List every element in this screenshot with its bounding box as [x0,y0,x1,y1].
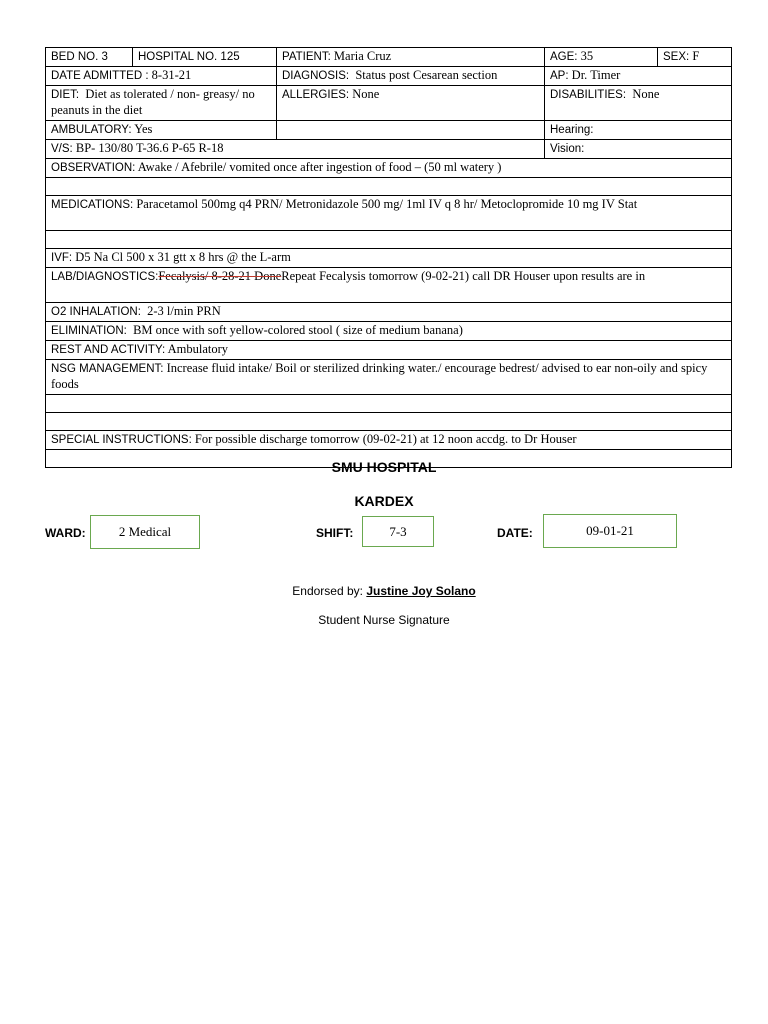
special-instructions-value: For possible discharge tomorrow (09-02-21) at 12 noon accdg. to Dr Houser [194,432,577,446]
bed-cell [46,48,133,67]
observation-cell [46,159,732,178]
blank-row [46,395,732,413]
age-value: 35 [580,49,594,63]
elimination-label: ELIMINATION: [51,325,127,337]
hospital-no-label: HOSPITAL NO. 125 [138,51,240,63]
hearing-cell [545,121,732,140]
date-admitted-value: 8-31-21 [151,68,192,82]
nsg-value: Increase fluid intake/ Boil or sterilized drinking water./ encourage bedrest/ advised to ear non-oily and spicy foods [51,361,708,391]
o2-label: O2 INHALATION: [51,306,141,318]
endorser-name: Justine Joy Solano [366,584,476,598]
age-label: AGE: [550,51,578,63]
kardex-table [45,47,732,468]
ap-cell [545,67,732,86]
hospital-no-cell [133,48,277,67]
nsg-label: NSG MANAGEMENT: [51,363,164,375]
allergies-label: ALLERGIES: [282,89,350,101]
vs-cell [46,140,545,159]
vision-label: Vision: [550,143,585,155]
diagnosis-value: Status post Cesarean section [355,68,498,82]
elimination-cell [46,322,732,341]
allergies-cell [277,86,545,121]
allergies-value: None [352,87,380,101]
ambulatory-cell [46,121,277,140]
ap-label: AP: [550,70,569,82]
ivf-cell [46,249,732,268]
hospital-heading: SMU HOSPITAL [331,459,437,475]
bed-label: BED NO. 3 [51,51,108,63]
lab-struck-value: Fecalysis/ 8-28-21 Done [158,269,282,283]
disabilities-label: DISABILITIES: [550,89,627,101]
rest-value: Ambulatory [167,342,229,356]
diet-value: Diet as tolerated / non- greasy/ no peanuts in the diet [51,87,255,117]
o2-value: 2-3 l/min PRN [147,304,221,318]
medications-value: Paracetamol 500mg q4 PRN/ Metronidazole 500 mg/ 1ml IV q 8 hr/ Metoclopromide 10 mg IV Stat [136,197,638,211]
diet-cell [46,86,277,121]
date-field[interactable]: 09-01-21 [543,514,677,548]
vs-label: V/S: [51,143,73,155]
date-admitted-cell [46,67,277,86]
shift-field[interactable]: 7-3 [362,516,434,547]
observation-value: Awake / Afebrile/ vomited once after ingestion of food – (50 ml watery ) [137,160,502,174]
ap-value: Dr. Timer [571,68,621,82]
blank-row [46,178,732,196]
kardex-heading: KARDEX [354,493,414,509]
o2-cell [46,303,732,322]
hearing-label: Hearing: [550,124,594,136]
observation-label: OBSERVATION: [51,162,136,174]
signature-caption: Student Nurse Signature [318,613,450,627]
ivf-value: D5 Na Cl 500 x 31 gtt x 8 hrs @ the L-arm [75,250,291,264]
sex-label: SEX: [663,51,690,63]
ward-field[interactable]: 2 Medical [90,515,200,549]
shift-label: SHIFT: [316,526,354,540]
date-label: DATE: [497,526,533,540]
ambulatory-label: AMBULATORY: [51,124,132,136]
ambulatory-value: Yes [134,122,153,136]
lab-cell [46,268,732,303]
endorsed-by [0,584,768,598]
lab-label: LAB/DIAGNOSTICS: [51,271,159,283]
rest-cell [46,341,732,360]
vs-value: BP- 130/80 T-36.6 P-65 R-18 [75,141,224,155]
patient-label: PATIENT: [282,51,331,63]
medications-label: MEDICATIONS: [51,199,134,211]
patient-value: Maria Cruz [333,49,392,63]
ward-label: WARD: [45,526,86,540]
empty-cell [277,121,545,140]
medications-cell [46,196,732,231]
vision-cell [545,140,732,159]
rest-label: REST AND ACTIVITY: [51,344,166,356]
disabilities-cell [545,86,732,121]
sex-cell [658,48,732,67]
endorsed-label: Endorsed by: [292,584,363,598]
elimination-value: BM once with soft yellow-colored stool ( size of medium banana) [133,323,463,337]
disabilities-value: None [632,87,660,101]
lab-value: Repeat Fecalysis tomorrow (9-02-21) call DR Houser upon results are in [281,269,646,283]
blank-row [46,231,732,249]
blank-row [46,413,732,431]
ivf-label: IVF: [51,252,73,264]
nsg-cell [46,360,732,395]
age-cell [545,48,658,67]
date-admitted-label: DATE ADMITTED : [51,70,149,82]
sex-value: F [692,49,700,63]
diagnosis-cell [277,67,545,86]
special-instructions-cell [46,431,732,450]
special-instructions-label: SPECIAL INSTRUCTIONS: [51,434,192,446]
diet-label: DIET: [51,89,80,101]
diagnosis-label: DIAGNOSIS: [282,70,350,82]
patient-cell [277,48,545,67]
